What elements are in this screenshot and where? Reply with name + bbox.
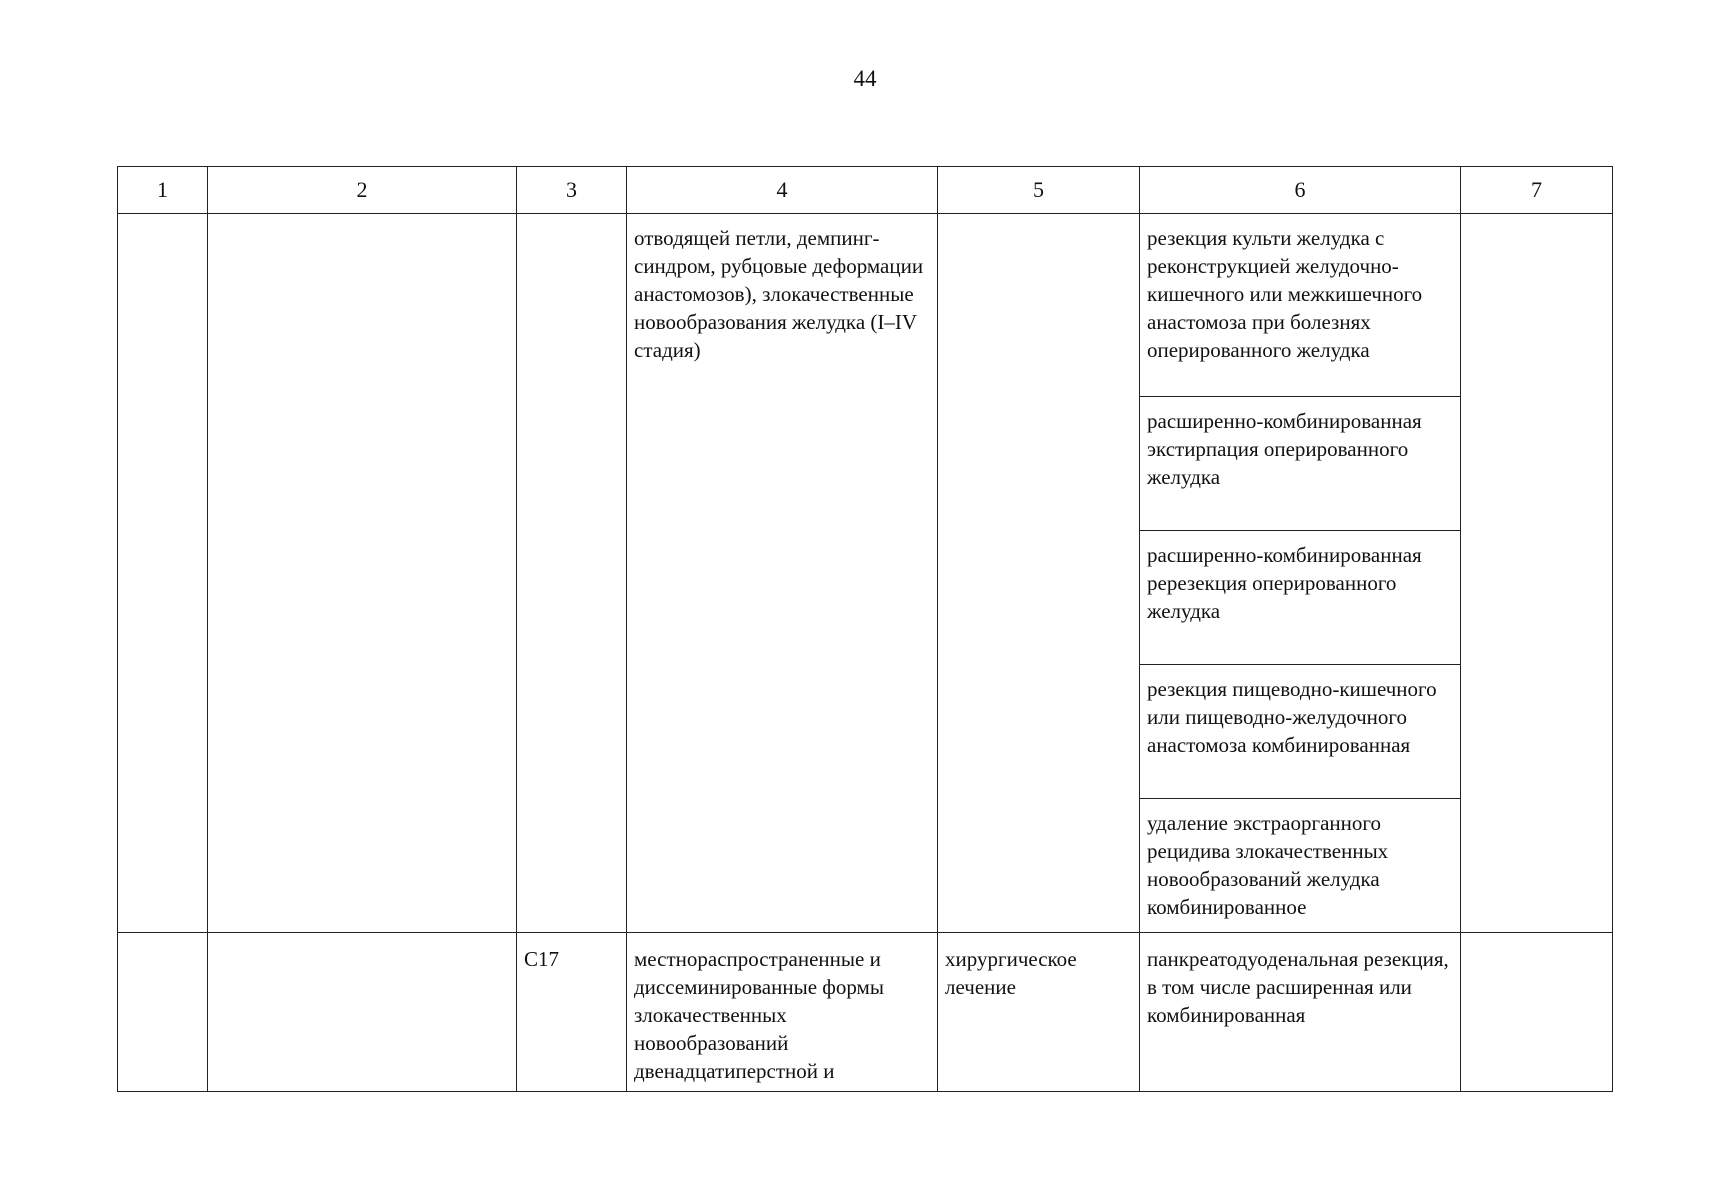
column-header-2: 2 — [208, 167, 517, 214]
page-number: 44 — [853, 66, 877, 91]
cell-treatment-type — [938, 214, 1140, 933]
cell-procedure: резекция пищеводно-кишечного или пищеводно-желудочного анастомоза комбинированная — [1140, 665, 1461, 799]
cell-col7 — [1461, 933, 1613, 1092]
cell-procedure: панкреатодуоденальная резекция, в том числе расширенная или комбинированная — [1140, 933, 1461, 1092]
cell-procedure: удаление экстраорганного рецидива злокачественных новообразований желудка комбинированное — [1140, 799, 1461, 933]
cell-diagnosis: местнораспространенные и диссеминированные формы злокачественных новообразований двенадцатиперстной и — [627, 933, 938, 1092]
cell-col2 — [208, 214, 517, 933]
cell-col7 — [1461, 214, 1613, 933]
cell-col3 — [517, 214, 627, 933]
column-header-6: 6 — [1140, 167, 1461, 214]
medical-procedures-table — [117, 166, 1613, 1092]
table-row — [118, 214, 1613, 397]
cell-diagnosis: отводящей петли, демпинг-синдром, рубцовые деформации анастомозов), злокачественные новообразования желудка (I–IV стадия) — [627, 214, 938, 933]
cell-icd-code: C17 — [517, 933, 627, 1092]
column-header-3: 3 — [517, 167, 627, 214]
cell-col2 — [208, 933, 517, 1092]
column-header-1: 1 — [118, 167, 208, 214]
cell-procedure: резекция культи желудка с реконструкцией желудочно-кишечного или межкишечного анастомоза при болезнях оперированного желудка — [1140, 214, 1461, 397]
column-header-5: 5 — [938, 167, 1140, 214]
cell-col1 — [118, 933, 208, 1092]
cell-procedure: расширенно-комбинированная ререзекция оперированного желудка — [1140, 531, 1461, 665]
column-header-4: 4 — [627, 167, 938, 214]
cell-col1 — [118, 214, 208, 933]
cell-procedure: расширенно-комбинированная экстирпация оперированного желудка — [1140, 397, 1461, 531]
column-header-7: 7 — [1461, 167, 1613, 214]
header-row — [118, 167, 1613, 214]
table-row — [118, 933, 1613, 1092]
cell-treatment-type: хирургическое лечение — [938, 933, 1140, 1092]
